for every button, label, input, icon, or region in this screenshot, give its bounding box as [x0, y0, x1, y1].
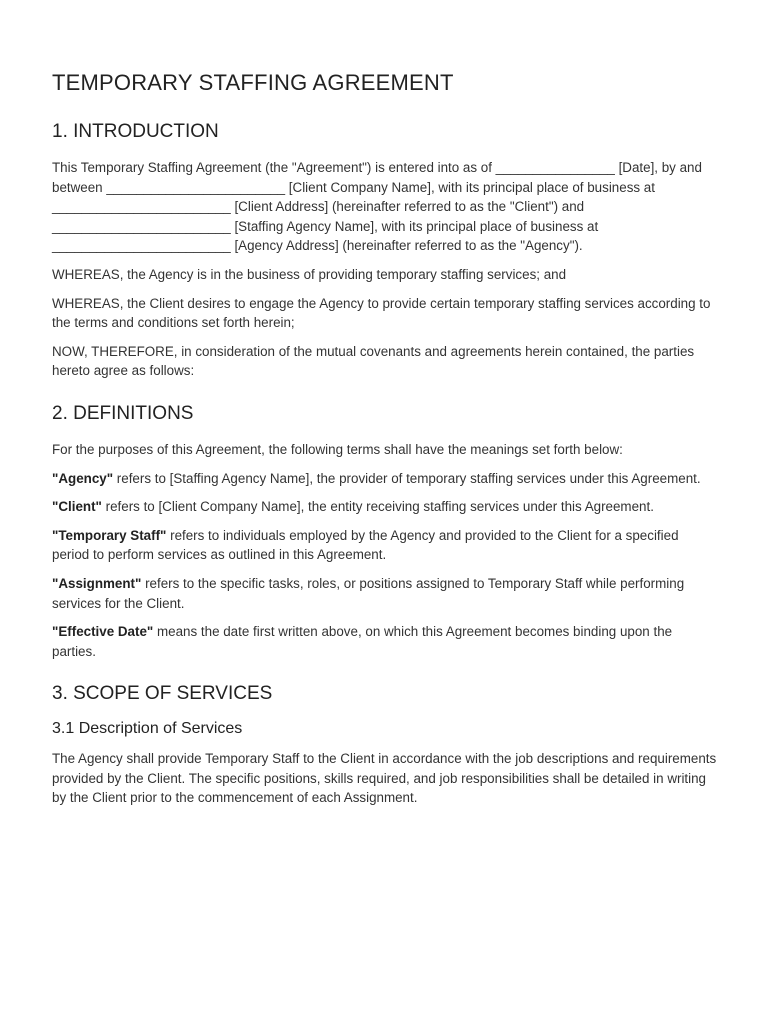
definition-text: refers to the specific tasks, roles, or positions assigned to Temporary Staff while performing services for the Client.: [52, 575, 685, 611]
definition-term: "Client": [52, 499, 102, 515]
section-heading: 3. SCOPE OF SERVICES: [52, 683, 273, 705]
definition-item: [52, 469, 718, 489]
paragraph: This Temporary Staffing Agreement (the "Agreement") is entered into as of ________________ [Date], by and between ________________________ [Client Company Name], with its principal place of business at ________________________ [Client Address] (hereinafter referred to as the "Client") and ________________________ [Staffing Agency Name], with its principal place of business at ________________________ [Agency Address] (hereinafter referred to as the "Agency").: [52, 160, 702, 254]
section-heading: 2. DEFINITIONS: [52, 402, 194, 424]
definition-item: [52, 574, 718, 613]
subsection-heading: 3.1 Description of Services: [52, 720, 243, 738]
section-introduction: [52, 121, 718, 381]
paragraph: WHEREAS, the Client desires to engage the Agency to provide certain temporary staffing services according to the terms and conditions set forth herein;: [52, 295, 711, 331]
definition-term: "Agency": [52, 470, 114, 486]
document-title: TEMPORARY STAFFING AGREEMENT: [52, 70, 454, 95]
section-scope: [52, 683, 718, 808]
definition-text: refers to [Staffing Agency Name], the provider of temporary staffing services under this Agreement.: [113, 470, 701, 486]
definition-item: [52, 526, 718, 565]
definition-item: [52, 622, 718, 661]
paragraph: NOW, THEREFORE, in consideration of the mutual covenants and agreements herein contained, the parties hereto agree as follows:: [52, 343, 695, 379]
section-heading: 1. INTRODUCTION: [52, 121, 219, 142]
definition-term: "Effective Date": [52, 624, 154, 640]
paragraph: For the purposes of this Agreement, the following terms shall have the meanings set forth below:: [52, 441, 623, 457]
section-definitions: [52, 403, 718, 661]
paragraph: WHEREAS, the Agency is in the business of providing temporary staffing services; and: [52, 266, 567, 282]
definition-term: "Temporary Staff": [52, 527, 167, 543]
definition-item: [52, 497, 718, 517]
paragraph: The Agency shall provide Temporary Staff to the Client in accordance with the job descriptions and requirements provided by the Client. The specific positions, skills required, and job responsibilities shall be detailed in writing by the Client prior to the commencement of each Assignment.: [52, 751, 717, 806]
definition-text: refers to individuals employed by the Agency and provided to the Client for a specified period to perform services as outlined in this Agreement.: [52, 527, 679, 563]
definition-text: refers to [Client Company Name], the entity receiving staffing services under this Agreement.: [101, 499, 654, 515]
definition-text: means the date first written above, on which this Agreement becomes binding upon the parties.: [52, 624, 673, 659]
definition-term: "Assignment": [52, 575, 142, 591]
